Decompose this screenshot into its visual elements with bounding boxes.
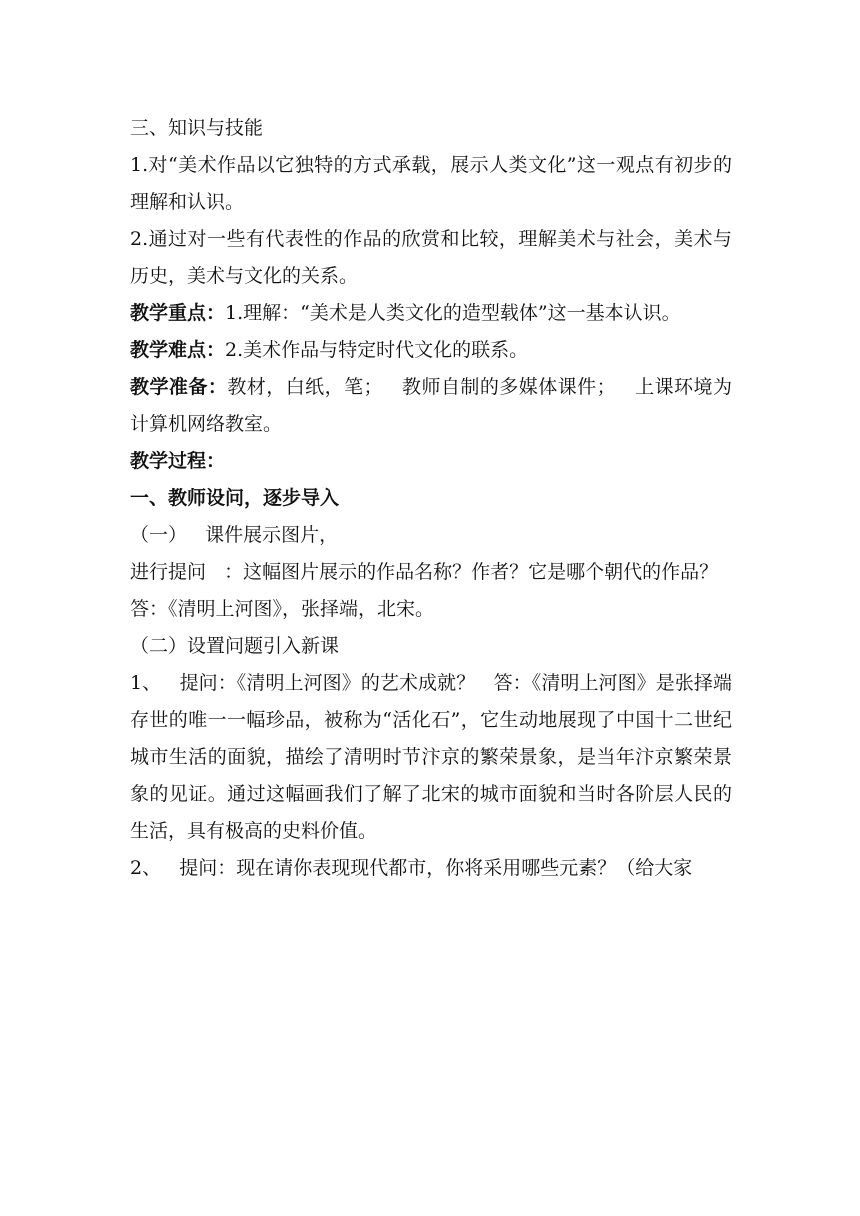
document-body xyxy=(130,110,732,887)
part-1-title: 一、教师设问，逐步导入 xyxy=(130,487,340,509)
prep-text: 教材，白纸，笔； 教师自制的多媒体课件； 上课环境为计算机网络教室。 xyxy=(130,376,732,435)
key-point-text: 1.理解：“美术是人类文化的造型载体”这一基本认识。 xyxy=(225,302,681,324)
difficulty-label: 教学难点： xyxy=(130,339,226,361)
subsection-1-question: 进行提问 ：这幅图片展示的作品名称？作者？它是哪个朝代的作品？ xyxy=(130,561,719,583)
question-1: 1、 提问：《清明上河图》的艺术成就？ 答：《清明上河图》是张择端存世的唯一一幅珍品，被称为“活化石”，它生动地展现了中国十二世纪城市生活的面貌，描绘了清明时节汴京的繁荣景象，是当年汴京繁荣景象的见证。通过这幅画我们了解了北宋的城市面貌和当时各阶层人民的生活，具有极高的史料价值。 xyxy=(130,672,732,842)
knowledge-item-2: 2.通过对一些有代表性的作品的欣赏和比较，理解美术与社会，美术与历史，美术与文化的关系。 xyxy=(130,228,732,287)
difficulty-paragraph xyxy=(130,332,732,369)
process-label: 教学过程： xyxy=(130,450,226,472)
subsection-2-title: （二）设置问题引入新课 xyxy=(130,635,340,657)
knowledge-item-1: 1.对“美术作品以它独特的方式承载，展示人类文化”这一观点有初步的理解和认识。 xyxy=(130,154,732,213)
section-3-title: 三、知识与技能 xyxy=(130,117,264,139)
prep-label: 教学准备： xyxy=(130,376,228,398)
key-point-paragraph xyxy=(130,295,732,332)
question-2: 2、 提问：现在请你表现现代都市，你将采用哪些元素？（给大家 xyxy=(130,857,693,879)
key-point-label: 教学重点： xyxy=(130,302,226,324)
subsection-1-answer: 答：《清明上河图》，张择端，北宋。 xyxy=(130,598,435,620)
subsection-1-title: （一） 课件展示图片， xyxy=(130,524,339,546)
difficulty-text: 2.美术作品与特定时代文化的联系。 xyxy=(225,339,529,361)
prep-paragraph xyxy=(130,369,732,443)
